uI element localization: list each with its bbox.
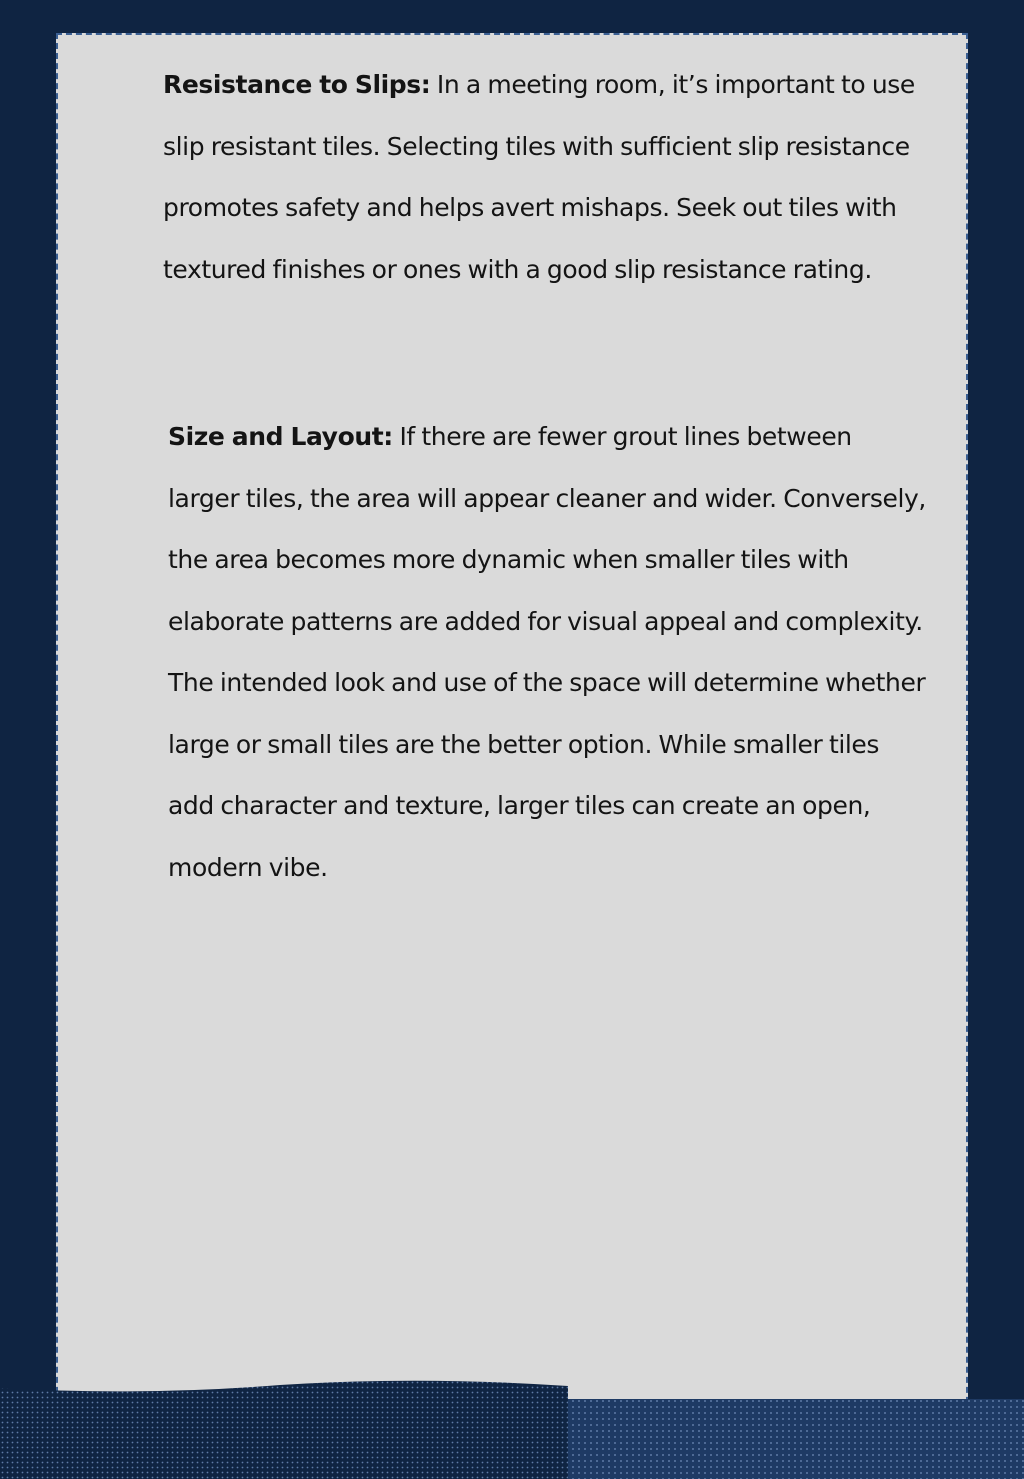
paragraph-size-layout	[168, 406, 928, 898]
content-panel	[56, 33, 968, 1443]
heading-size-layout: Size and Layout:	[168, 422, 393, 451]
heading-slip-resistance: Resistance to Slips:	[163, 70, 431, 99]
body-slip-resistance: In a meeting room, it’s important to use slip resistant tiles. Selecting tiles with sufficient slip resistance promotes safety and helps avert mishaps. Seek out tiles with textured finishes or ones with a good slip resistance rating.	[163, 70, 915, 284]
body-size-layout: If there are fewer grout lines between larger tiles, the area will appear cleaner and wider. Conversely, the area becomes more dynamic when smaller tiles with elaborate patterns are added for visual appeal and complexity. The intended look and use of the space will determine whether large or small tiles are the better option. While smaller tiles add character and texture, larger tiles can create an open, modern vibe.	[168, 422, 926, 882]
paragraph-slip-resistance	[163, 54, 923, 300]
